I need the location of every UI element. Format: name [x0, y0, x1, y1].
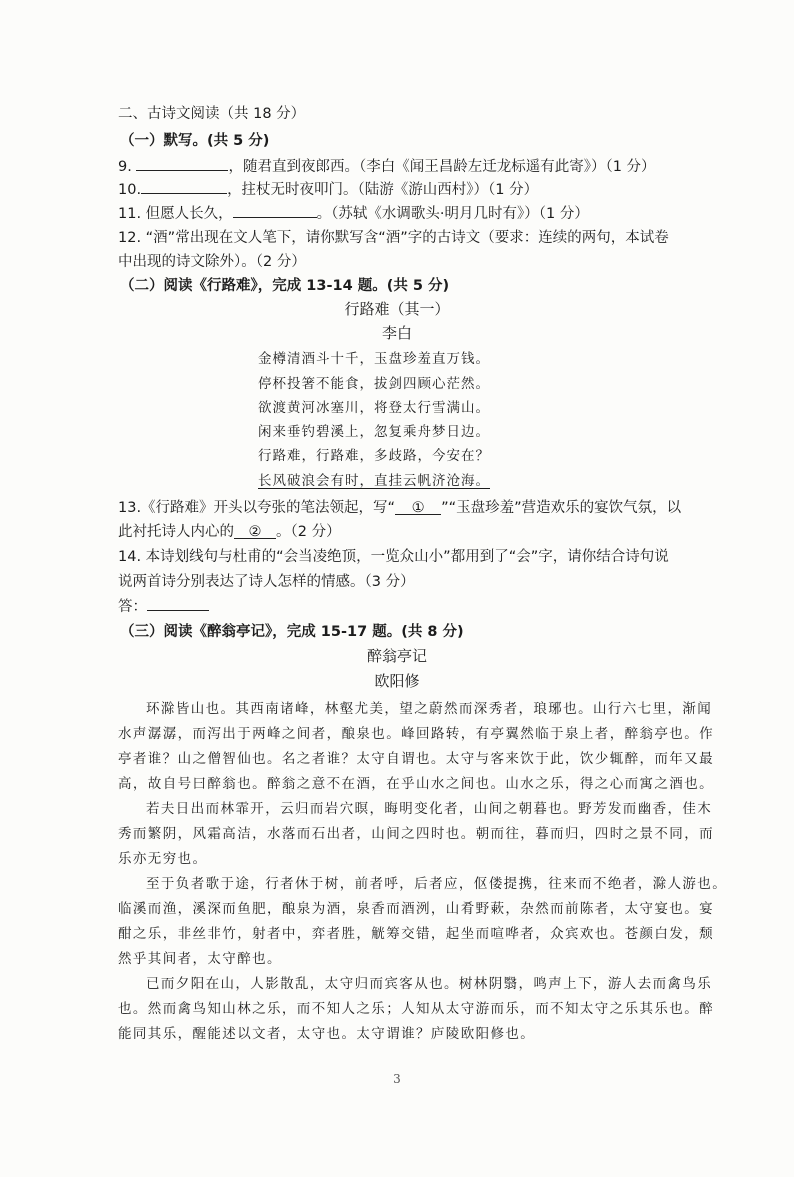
poem-author: 李白 — [381, 324, 412, 342]
essay-line: 水声潺潺，而泻出于两峰之间者，酿泉也。峰回路转，有亭翼然临于泉上者，醉翁亭也。作 — [118, 726, 714, 742]
q10-number: 10. — [118, 182, 142, 198]
question-10 — [118, 178, 538, 199]
answer-label: 答： — [118, 599, 147, 615]
q10-answer-blank[interactable] — [141, 179, 227, 194]
answer-line — [118, 595, 209, 616]
q13-blank-2-label: ② — [248, 524, 262, 540]
poem-line: 停杯投箸不能食，拔剑四顾心茫然。 — [258, 376, 490, 392]
poem-line: 闲来垂钓碧溪上，忽复乘舟梦日边。 — [258, 424, 490, 440]
q13-text-c: ”“玉盘珍羞”营造欢乐的宴饮气氛，以 — [441, 500, 682, 516]
q9-number: 9. — [118, 159, 132, 175]
poem-line: 行路难，行路难，多歧路，今安在？ — [258, 448, 490, 464]
answer-blank[interactable] — [147, 596, 209, 611]
q9-answer-blank[interactable] — [136, 156, 228, 171]
essay-title: 醉翁亭记 — [366, 647, 427, 665]
essay-line: 然乎其间者，太守醉也。 — [118, 951, 282, 967]
q13-text-a: 13.《行路难》开头以夸张的笔法领起，写“ — [118, 500, 396, 516]
question-12-line2: 中出现的诗文除外）。（2 分） — [118, 254, 306, 270]
essay-line: 若夫日出而林霏开，云归而岩穴暝，晦明变化者，山间之朝暮也。野芳发而幽香，佳木 — [146, 801, 713, 817]
q11-answer-blank[interactable] — [233, 203, 317, 218]
question-14-line2: 说两首诗分别表达了诗人怎样的情感。（3 分） — [118, 574, 415, 590]
part1-heading: （一）默写。(共 5 分) — [120, 133, 270, 149]
question-11 — [118, 202, 589, 223]
question-9 — [118, 155, 656, 176]
essay-line: 乐亦无穷也。 — [118, 851, 208, 867]
essay-line: 能同其乐，醒能述以文者，太守也。太守谓谁？庐陵欧阳修也。 — [118, 1026, 536, 1042]
poem-line-underlined: 长风破浪会有时，直挂云帆济沧海。 — [258, 473, 490, 489]
poem-line: 金樽清酒斗十千，玉盘珍羞直万钱。 — [258, 351, 490, 367]
section-title: 二、古诗文阅读（共 18 分） — [118, 106, 306, 122]
essay-line: 临溪而渔，溪深而鱼肥，酿泉为酒，泉香而酒洌，山肴野蔌，杂然而前陈者，太守宴也。宴 — [118, 901, 714, 917]
q13-blank-1-label: ① — [411, 500, 425, 516]
q10-text: ，拄杖无时夜叩门。（陆游《游山西村》）（1 分） — [227, 182, 539, 198]
question-13-line1 — [118, 496, 681, 517]
question-13-line2 — [118, 520, 341, 541]
q11-text: 。（苏轼《水调歌头·明月几时有》）（1 分） — [316, 206, 589, 222]
essay-line: 也。然而禽鸟知山林之乐，而不知人之乐；人知从太守游而乐，而不知太守之乐其乐也。醉 — [118, 1001, 714, 1017]
essay-line: 酣之乐，非丝非竹，射者中，弈者胜，觥筹交错，起坐而喧哗者，众宾欢也。苍颜白发，颓 — [118, 926, 714, 942]
poem-line: 欲渡黄河冰塞川，将登太行雪满山。 — [258, 400, 490, 416]
page-number: 3 — [393, 1072, 401, 1086]
q13-blank-2[interactable] — [234, 524, 276, 539]
q13-text-e: 。（2 分） — [276, 524, 341, 540]
q13-blank-1[interactable] — [395, 500, 441, 515]
essay-line: 秀而繁阴，风霜高洁，水落而石出者，山间之四时也。朝而往，暮而归，四时之景不同，而 — [118, 826, 714, 842]
q13-text-d: 此衬托诗人内心的 — [118, 524, 234, 540]
essay-line: 已而夕阳在山，人影散乱，太守归而宾客从也。树林阴翳，鸣声上下，游人去而禽鸟乐 — [146, 976, 713, 992]
q11-text-pre: 11. 但愿人长久， — [118, 206, 233, 222]
poem-title: 行路难（其一） — [344, 300, 450, 318]
question-14-line1: 14. 本诗划线句与杜甫的“会当凌绝顶，一览众山小”都用到了“会”字，请你结合诗句说 — [118, 549, 669, 565]
question-12-line1: 12. “酒”常出现在文人笔下，请你默写含“酒”字的古诗文（要求：连续的两句，本试卷 — [118, 230, 669, 246]
q9-text: ，随君直到夜郎西。（李白《闻王昌龄左迁龙标遥有此寄》）（1 分） — [228, 159, 656, 175]
essay-line: 环滁皆山也。其西南诸峰，林壑尤美，望之蔚然而深秀者，琅琊也。山行六七里，渐闻 — [146, 701, 713, 717]
essay-author: 欧阳修 — [374, 672, 420, 690]
part2-heading: （二）阅读《行路难》，完成 13-14 题。(共 5 分) — [120, 278, 450, 294]
essay-line: 高，故自号曰醉翁也。醉翁之意不在酒，在乎山水之间也。山水之乐，得之心而寓之酒也。 — [118, 776, 714, 792]
essay-line: 亭者谁？山之僧智仙也。名之者谁？太守自谓也。太守与客来饮于此，饮少辄醉，而年又最 — [118, 751, 714, 767]
essay-line: 至于负者歌于途，行者休于树，前者呼，后者应，伛偻提携，往来而不绝者，滁人游也。 — [146, 876, 728, 892]
part3-heading: （三）阅读《醉翁亭记》，完成 15-17 题。(共 8 分) — [120, 624, 464, 640]
